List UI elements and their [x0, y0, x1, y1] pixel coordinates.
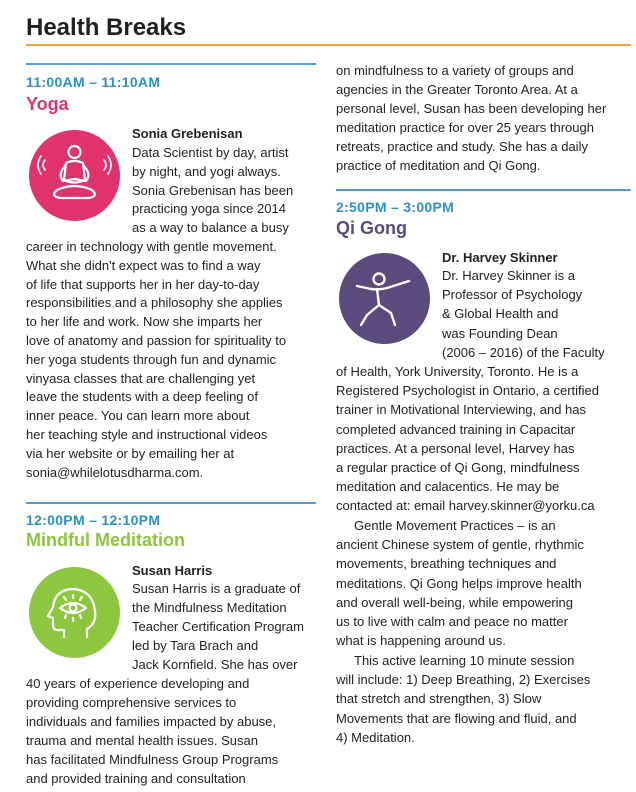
text-line: practicing yoga since 2014: [132, 201, 286, 217]
text-line: Teacher Certification Program: [132, 619, 304, 634]
yoga-title: Yoga: [26, 94, 69, 114]
text-line: leave the students with a deep feeling of: [26, 389, 258, 405]
text-line: was Founding Dean: [442, 325, 558, 341]
text-line: and overall well-being, while empowering: [336, 594, 574, 610]
text-line: and provided training and consultation: [26, 771, 246, 786]
yoga-pose-icon: [29, 130, 120, 221]
text-line: providing comprehensive services to: [26, 695, 237, 710]
meditation-speaker-name: Susan Harris: [132, 563, 213, 578]
header: [26, 10, 631, 46]
yoga-speaker-name: Sonia Grebenisan: [132, 126, 243, 141]
text-line: What she didn't expect was to find a way: [26, 257, 261, 273]
mindful-eye-icon: [29, 567, 120, 658]
text-line: Dr. Harvey Skinner is a: [442, 268, 575, 283]
text-line: vinyasa classes that are challenging yet: [26, 370, 256, 386]
text-line: ancient Chinese system of gentle, rhythmic: [336, 537, 584, 553]
text-line: that stretch and strengthen, 3) Slow: [336, 691, 542, 707]
text-line: led by Tara Brach and: [132, 638, 259, 653]
meditation-title: Mindful Meditation: [26, 530, 185, 550]
text-line: us to live with calm and peace no matter: [336, 614, 568, 629]
text-line: has facilitated Mindfulness Group Programs: [26, 752, 279, 767]
text-line: what is happening around us.: [336, 633, 506, 649]
text-line: sonia@whilelotusdharma.com.: [26, 464, 204, 480]
text-line: will include: 1) Deep Breathing, 2) Exercises: [336, 672, 591, 688]
text-line: practices. At a personal level, Harvey has: [336, 440, 575, 456]
text-line: completed advanced training in Capacitar: [336, 421, 576, 437]
text-line: Gentle Movement Practices – is an: [354, 518, 556, 533]
text-line: (2006 – 2016) of the Faculty: [442, 344, 605, 360]
text-line: via her website or by emailing her at: [26, 445, 235, 461]
text-line: retreats, practice and study. She has a daily: [336, 139, 588, 154]
qigong-title: Qi Gong: [336, 218, 407, 238]
text-line: her yoga students through fun and dynamic: [26, 351, 277, 367]
text-line: movements, breathing techniques and: [336, 556, 557, 572]
qigong-divider: [336, 189, 631, 191]
text-line: Susan Harris is a graduate of: [132, 581, 301, 596]
text-line: Data Scientist by day, artist: [132, 145, 289, 160]
text-line: responsibilities and a philosophy she applies: [26, 295, 283, 311]
text-line: Movements that are flowing and fluid, and: [336, 710, 577, 726]
yoga-divider: [26, 63, 316, 65]
text-line: inner peace. You can learn more about: [26, 408, 250, 424]
text-line: agencies in the Greater Toronto Area. At a: [336, 82, 578, 97]
page-title: Health Breaks: [26, 14, 187, 41]
text-line: personal level, Susan has been developing her: [336, 101, 607, 116]
text-line: Sonia Grebenisan has been: [132, 182, 294, 198]
text-line: a regular practice of Qi Gong, mindfulness: [336, 460, 580, 475]
qigong-speaker-name: Dr. Harvey Skinner: [442, 250, 558, 265]
yoga-time: 11:00AM – 11:10AM: [26, 74, 161, 90]
text-line: by night, and yogi always.: [132, 163, 281, 179]
text-line: Jack Kornfield. She has over: [132, 657, 298, 672]
text-line: & Global Health and: [442, 306, 559, 322]
meditation-time: 12:00PM – 12:10PM: [26, 512, 161, 528]
text-line: on mindfulness to a variety of groups and: [336, 63, 574, 78]
text-line: 4) Meditation.: [336, 729, 415, 745]
text-line: as a way to balance a busy: [132, 220, 289, 236]
text-line: meditation practice for over 25 years through: [336, 120, 594, 135]
text-line: 40 years of experience developing and: [26, 676, 250, 691]
qigong-pose-icon: [339, 253, 430, 344]
text-line: her teaching style and instructional videos: [26, 427, 268, 442]
text-line: practice of meditation and Qi Gong.: [336, 158, 541, 173]
text-line: meditation and calacentics. He may be: [336, 479, 560, 495]
qigong-time: 2:50PM – 3:00PM: [336, 199, 455, 215]
text-line: contacted at: email harvey.skinner@yorku.ca: [336, 498, 595, 514]
text-line: the Mindfulness Meditation: [132, 600, 287, 615]
text-line: This active learning 10 minute session: [354, 653, 575, 668]
text-line: career in technology with gentle movement.: [26, 239, 277, 254]
text-line: love of anatomy and passion for spirituality to: [26, 333, 287, 348]
text-line: meditations. Qi Gong helps improve health: [336, 575, 582, 591]
text-line: of life that supports her in her day-to-day: [26, 276, 260, 292]
text-line: trainer in Motivational Interviewing, and has: [336, 402, 587, 418]
text-line: trauma and mental health issues. Susan: [26, 733, 258, 748]
text-line: of Health, York University, Toronto. He is a: [336, 364, 579, 379]
text-line: Registered Psychologist in Ontario, a certified: [336, 383, 600, 399]
meditation-divider: [26, 502, 316, 504]
text-line: individuals and families impacted by abuse,: [26, 714, 277, 729]
text-line: Professor of Psychology: [442, 287, 583, 303]
text-line: to her life and work. Now she imparts her: [26, 314, 263, 330]
